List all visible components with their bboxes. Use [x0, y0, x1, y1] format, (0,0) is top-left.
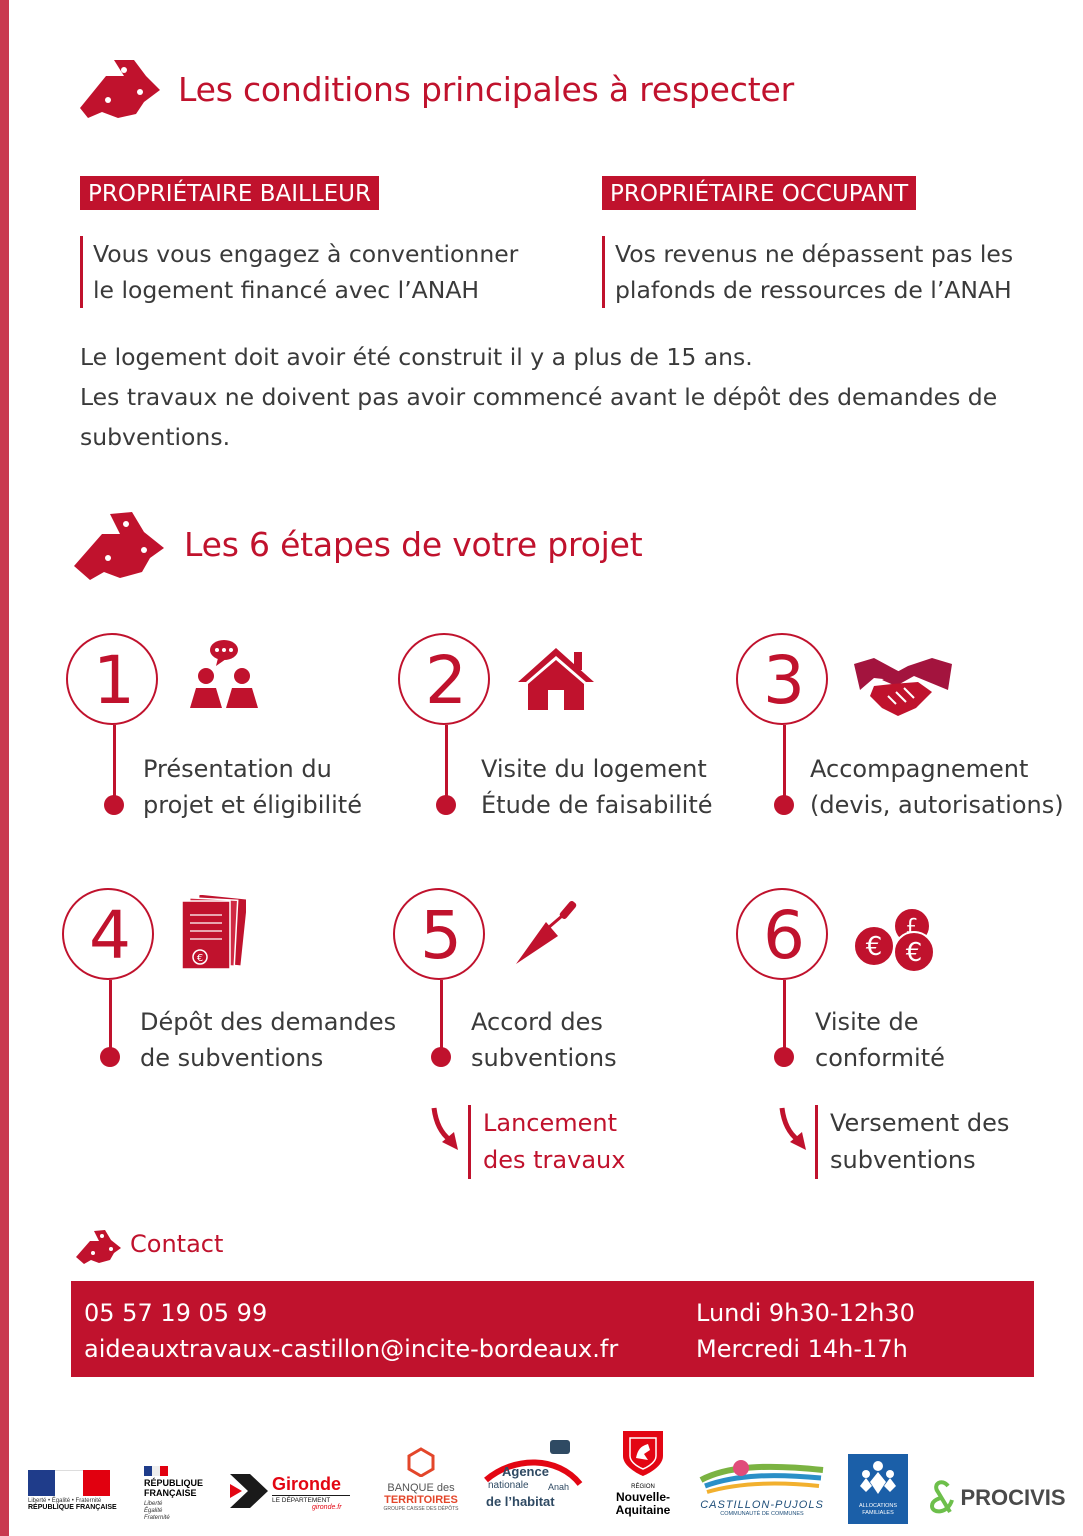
step-dot — [104, 795, 124, 815]
substep-line: des travaux — [483, 1146, 626, 1174]
substep-line: Lancement — [483, 1109, 618, 1137]
general-line: Le logement doit avoir été construit il y a plus de 15 ans. — [80, 343, 753, 371]
logo-prefet — [28, 1470, 117, 1511]
hexagon-icon — [406, 1447, 436, 1477]
step-number: 1 — [93, 642, 135, 719]
step-dot — [100, 1047, 120, 1067]
step-line: conformité — [815, 1044, 945, 1072]
step-dot — [431, 1047, 451, 1067]
step-number: 2 — [425, 642, 467, 719]
logo-castillon-pujols — [696, 1456, 828, 1517]
substep-lancement-travaux — [468, 1105, 625, 1179]
step-dot — [774, 1047, 794, 1067]
euro-coins-icon — [852, 906, 942, 974]
contact-hours-line: Mercredi 14h-17h — [696, 1335, 908, 1363]
step-number: 5 — [420, 897, 462, 974]
step-stem — [109, 980, 112, 1056]
logo-text: Agence — [502, 1464, 549, 1479]
contact-email[interactable]: aideauxtravaux-castillon@incite-bordeaux.fr — [84, 1335, 619, 1363]
substep-line: Versement des — [830, 1109, 1010, 1137]
condition-line: le logement financé avec l’ANAH — [93, 276, 480, 304]
step-number: 4 — [89, 897, 131, 974]
trowel-icon — [512, 898, 582, 968]
logo-text: RÉGION — [631, 1484, 655, 1490]
step-stem — [783, 980, 786, 1056]
step-5-text — [471, 1004, 617, 1076]
logo-text: Fraternité — [144, 1515, 170, 1521]
castillon-landscape-icon — [697, 1456, 827, 1494]
step-stem — [113, 725, 116, 803]
general-line: subventions. — [80, 423, 231, 451]
contact-phone[interactable]: 05 57 19 05 99 — [84, 1299, 268, 1327]
puzzle-icon — [74, 1226, 122, 1266]
contact-box — [71, 1281, 1034, 1377]
step-number: 3 — [763, 642, 805, 719]
logo-text: Nouvelle- — [615, 1490, 670, 1504]
logo-text: FRANÇAISE — [144, 1488, 197, 1498]
step-line: Étude de faisabilité — [481, 791, 713, 819]
general-conditions — [80, 337, 1030, 457]
step-line: Accompagnement — [810, 755, 1029, 783]
meeting-icon — [186, 636, 262, 710]
substep-line: subventions — [830, 1146, 976, 1174]
step-2-circle — [398, 633, 490, 725]
contact-title: Contact — [130, 1230, 224, 1258]
step-line: Visite du logement — [481, 755, 707, 783]
step-3-text — [810, 751, 1064, 823]
left-accent-bar — [0, 0, 9, 1536]
step-number: 6 — [763, 897, 805, 974]
puzzle-icon — [70, 506, 166, 582]
step-stem — [783, 725, 786, 803]
svg-text:£: £ — [905, 914, 919, 938]
logo-text: CASTILLON-PUJOLS — [700, 1499, 824, 1511]
gironde-arrow-icon — [228, 1470, 270, 1512]
step-3-circle — [736, 633, 828, 725]
puzzle-icon — [66, 56, 162, 120]
svg-text:€: € — [905, 938, 923, 968]
condition-occupant — [602, 236, 1013, 308]
logo-text: LE DÉPARTEMENT — [272, 1495, 350, 1504]
svg-text:€: € — [865, 932, 883, 962]
region-shield-icon — [620, 1428, 666, 1478]
logo-text: ALLOCATIONS — [858, 1503, 898, 1509]
tag-proprietaire-bailleur: PROPRIÉTAIRE BAILLEUR — [80, 176, 379, 210]
step-line: Présentation du — [143, 755, 332, 783]
caf-family-icon — [856, 1458, 900, 1498]
logo-text: Anah — [548, 1482, 570, 1492]
condition-bailleur — [80, 236, 518, 308]
logo-text: de l’habitat — [486, 1494, 555, 1509]
documents-icon — [180, 895, 246, 971]
step-line: Accord des — [471, 1008, 603, 1036]
step-line: Dépôt des demandes — [140, 1008, 397, 1036]
handshake-icon — [852, 656, 954, 718]
arrow-down-right-icon — [430, 1106, 460, 1152]
logo-motto: Liberté • Égalité • Fraternité — [28, 1498, 102, 1504]
logo-banque-des-territoires — [378, 1447, 464, 1512]
step-line: Visite de — [815, 1008, 919, 1036]
logo-text: Gironde — [272, 1474, 342, 1494]
step-1-circle — [66, 633, 158, 725]
logo-text: GROUPE CAISSE DES DÉPÔTS — [383, 1506, 459, 1512]
logo-text: COMMUNAUTÉ DE COMMUNES — [720, 1511, 804, 1517]
step-stem — [445, 725, 448, 803]
logo-caf — [848, 1454, 908, 1524]
step-4-text — [140, 1004, 396, 1076]
arrow-down-right-icon — [778, 1106, 808, 1152]
step-dot — [436, 795, 456, 815]
step-5-circle — [393, 888, 485, 980]
logo-text: Aquitaine — [615, 1503, 671, 1517]
substep-versement-subventions — [815, 1105, 1009, 1179]
logo-text: TERRITOIRES — [384, 1494, 458, 1506]
step-4-circle — [62, 888, 154, 980]
logo-text: FAMILIALES — [862, 1510, 894, 1516]
logo-text: RÉPUBLIQUE — [144, 1478, 204, 1488]
step-1-text — [143, 751, 362, 823]
condition-line: Vos revenus ne dépassent pas les — [615, 240, 1014, 268]
step-line: (devis, autorisations) — [810, 791, 1064, 819]
logo-procivis — [928, 1478, 1066, 1518]
house-icon — [516, 646, 596, 710]
logo-republique-francaise — [144, 1466, 203, 1522]
section-title-etapes: Les 6 étapes de votre projet — [184, 525, 643, 564]
logo-text: PROCIVIS — [960, 1485, 1066, 1510]
tag-proprietaire-occupant: PROPRIÉTAIRE OCCUPANT — [602, 176, 916, 210]
logo-text: Liberté — [144, 1501, 163, 1507]
section-title-conditions: Les conditions principales à respecter — [178, 70, 794, 109]
step-line: subventions — [471, 1044, 617, 1072]
step-2-text — [481, 751, 713, 823]
step-line: projet et éligibilité — [143, 791, 362, 819]
step-stem — [440, 980, 443, 1056]
logo-nouvelle-aquitaine — [606, 1428, 680, 1517]
logo-text: RÉPUBLIQUE FRANÇAISE — [28, 1504, 117, 1511]
step-6-circle — [736, 888, 828, 980]
step-6-text — [815, 1004, 945, 1076]
logo-text: Égalité — [144, 1508, 163, 1514]
condition-line: Vous vous engagez à conventionner — [93, 240, 519, 268]
contact-hours-line: Lundi 9h30-12h30 — [696, 1299, 915, 1327]
logo-anah — [484, 1440, 588, 1520]
step-line: de subventions — [140, 1044, 324, 1072]
svg-text:€: € — [196, 953, 204, 964]
logo-text: nationale — [488, 1480, 529, 1491]
condition-line: plafonds de ressources de l’ANAH — [615, 276, 1012, 304]
logo-text: BANQUE des — [387, 1482, 455, 1494]
procivis-ampersand-icon — [928, 1478, 956, 1518]
general-line: Les travaux ne doivent pas avoir commencé avant le dépôt des demandes de — [80, 383, 998, 411]
step-dot — [774, 795, 794, 815]
logo-text: gironde.fr — [312, 1504, 342, 1511]
